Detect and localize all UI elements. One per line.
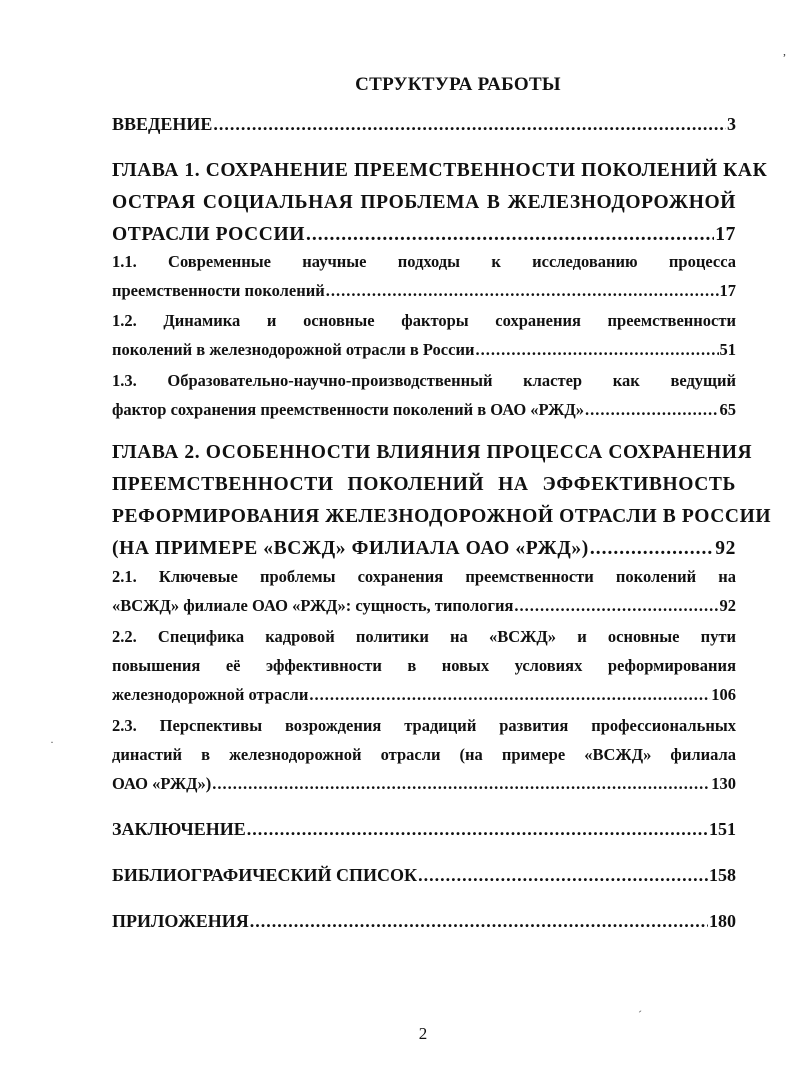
toc-entry-section-2-2[interactable]	[112, 622, 736, 709]
chapter-title-line: (НА ПРИМЕРЕ «ВСЖД» ФИЛИАЛА ОАО «РЖД»)	[112, 538, 589, 559]
toc-page-number: 17	[715, 224, 736, 245]
chapter-title-line: ОТРАСЛИ РОССИИ	[112, 224, 305, 245]
dot-leader	[309, 680, 710, 709]
toc-page-number: 51	[719, 340, 736, 359]
toc-page-number: 130	[711, 774, 736, 793]
dot-leader	[247, 815, 708, 843]
section-title-line: «ВСЖД» филиале ОАО «РЖД»: сущность, типология	[112, 596, 514, 615]
dot-leader	[585, 395, 719, 424]
toc-page-number: 92	[715, 538, 736, 559]
section-title-line: 1.1. Современные научные подходы к исследованию процесса	[112, 252, 736, 271]
toc-entry-label: ПРИЛОЖЕНИЯ	[112, 911, 249, 931]
dot-leader	[326, 276, 719, 305]
toc-page-number: 65	[719, 400, 736, 419]
toc-entry-label: ЗАКЛЮЧЕНИЕ	[112, 819, 246, 839]
dot-leader	[590, 533, 714, 565]
section-title-line: 2.2. Специфика кадровой политики на «ВСЖД» и основные пути	[112, 627, 736, 646]
section-title-line: 2.1. Ключевые проблемы сохранения преемственности поколений на	[112, 567, 736, 586]
toc-entry-appendices[interactable]	[112, 907, 736, 935]
toc-page-number: 180	[709, 911, 736, 931]
section-title-line: 2.3. Перспективы возрождения традиций развития профессиональных	[112, 716, 736, 735]
scan-speck: ˊ	[638, 1008, 642, 1022]
section-title-line: династий в железнодорожной отрасли (на примере «ВСЖД» филиала	[112, 745, 736, 764]
toc-entry-section-2-1[interactable]	[112, 562, 736, 620]
section-title-line: фактор сохранения преемственности поколений в ОАО «РЖД»	[112, 400, 584, 419]
chapter-title-line: ОСТРАЯ СОЦИАЛЬНАЯ ПРОБЛЕМА В ЖЕЛЕЗНОДОРОЖНОЙ	[112, 192, 736, 213]
section-title-line: железнодорожной отрасли	[112, 685, 309, 704]
scan-speck: ·	[50, 735, 54, 749]
dot-leader	[418, 861, 708, 889]
section-title-line: повышения её эффективности в новых условиях реформирования	[112, 656, 736, 675]
dot-leader	[475, 335, 718, 364]
chapter-title-line: ГЛАВА 2. ОСОБЕННОСТИ ВЛИЯНИЯ ПРОЦЕССА СОХРАНЕНИЯ	[112, 442, 753, 463]
toc-page-number: 151	[709, 819, 736, 839]
dot-leader	[213, 110, 726, 138]
chapter-title-line: РЕФОРМИРОВАНИЯ ЖЕЛЕЗНОДОРОЖНОЙ ОТРАСЛИ В РОССИИ	[112, 506, 772, 527]
toc-page-number: 158	[709, 865, 736, 885]
toc-page-number: 92	[719, 596, 736, 615]
toc-entry-bibliography[interactable]	[112, 861, 736, 889]
page-number: 2	[418, 1024, 428, 1043]
toc-entry-section-1-1[interactable]	[112, 247, 736, 305]
chapter-title-line: ПРЕЕМСТВЕННОСТИ ПОКОЛЕНИЙ НА ЭФФЕКТИВНОСТЬ	[112, 474, 736, 495]
section-title-line: преемственности поколений	[112, 281, 325, 300]
toc-entry-label: БИБЛИОГРАФИЧЕСКИЙ СПИСОК	[112, 865, 418, 885]
chapter-title-line: ГЛАВА 1. СОХРАНЕНИЕ ПРЕЕМСТВЕННОСТИ ПОКОЛЕНИЙ КАК	[112, 160, 768, 181]
toc-page-number: 17	[719, 281, 736, 300]
toc-entry-section-2-3[interactable]	[112, 711, 736, 798]
dot-leader	[250, 907, 708, 935]
toc-page-number: 106	[711, 685, 736, 704]
toc-entry-conclusion[interactable]	[112, 815, 736, 843]
toc-entry-introduction[interactable]	[112, 110, 736, 138]
dot-leader	[514, 591, 718, 620]
toc-entry-section-1-2[interactable]	[112, 306, 736, 364]
page-title: СТРУКТУРА РАБОТЫ	[355, 74, 561, 95]
toc-entry-section-1-3[interactable]	[112, 366, 736, 424]
section-title-line: 1.3. Образовательно-научно-производственный кластер как ведущий	[112, 371, 736, 390]
section-title-line: поколений в железнодорожной отрасли в России	[112, 340, 475, 359]
scan-speck: ,	[783, 44, 786, 58]
toc-entry-label: ВВЕДЕНИЕ	[112, 114, 213, 134]
toc-entry-chapter-2[interactable]	[112, 437, 772, 565]
dot-leader	[212, 769, 710, 798]
section-title-line: 1.2. Динамика и основные факторы сохранения преемственности	[112, 311, 736, 330]
toc-entry-chapter-1[interactable]	[112, 155, 768, 251]
toc-page-number: 3	[727, 114, 736, 134]
section-title-line: ОАО «РЖД»)	[112, 774, 212, 793]
